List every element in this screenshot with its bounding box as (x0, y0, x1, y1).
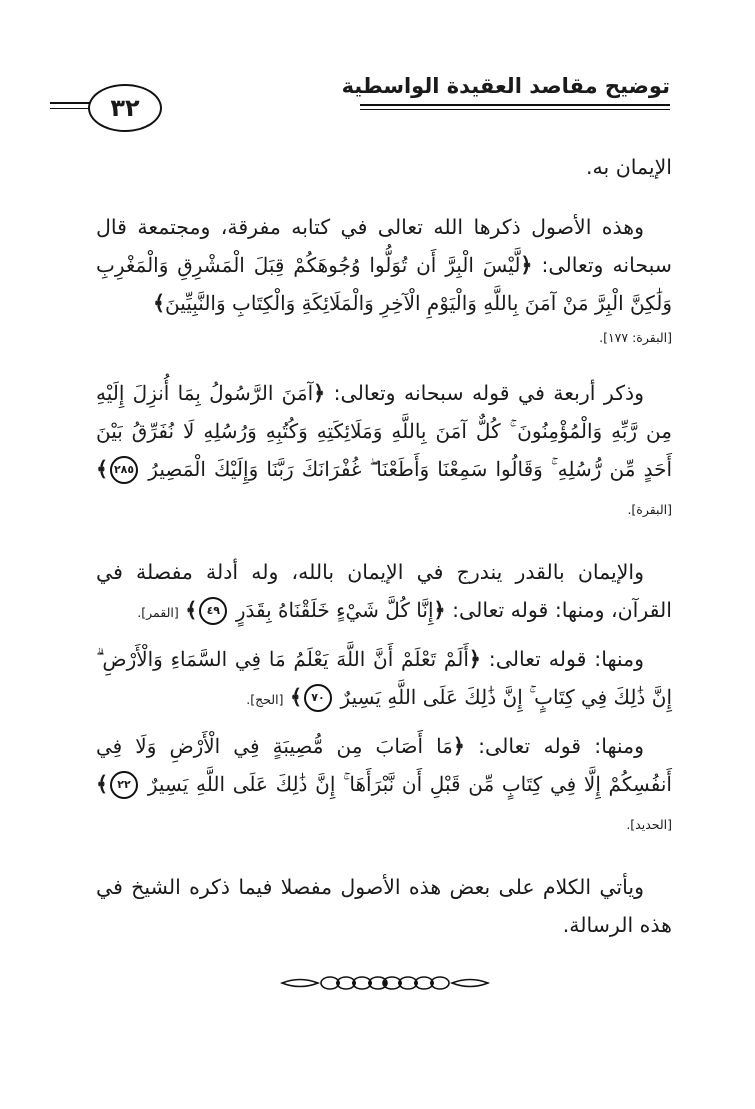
quran-verse-hadid-22: مَا أَصَابَ مِن مُّصِيبَةٍ فِي الْأَرْضِ وَلَا فِي أَنفُسِكُمْ إِلَّا فِي كِتَابٍ مِّن قَبْلِ أَن نَّبْرَأَهَا ۚ إِنَّ ذَٰلِكَ عَلَى اللَّهِ يَسِيرٌ (96, 734, 672, 796)
ayah-number-marker: ٢٨٥ (110, 456, 138, 484)
paragraph-3-text: وذكر أربعة في قوله سبحانه وتعالى: (333, 381, 644, 405)
verse-reference: [الحج]. (246, 692, 284, 707)
quran-verse-baqarah-285: آمَنَ الرَّسُولُ بِمَا أُنزِلَ إِلَيْهِ مِن رَّبِّهِ وَالْمُؤْمِنُونَ ۚ كُلٌّ آمَنَ بِاللَّهِ وَمَلَائِكَتِهِ وَكُتُبِهِ وَرُسُلِهِ لَا نُفَرِّقُ بَيْنَ أَحَدٍ مِّن رُّسُلِهِ ۚ وَقَالُوا سَمِعْنَا وَأَطَعْنَا ۖ غُفْرَانَكَ رَبَّنَا وَإِلَيْكَ الْمَصِيرُ (96, 381, 672, 481)
paragraph-2-text: وهذه الأصول ذكرها الله تعالى في كتابه مفرقة، ومجتمعة قال سبحانه وتعالى: (96, 215, 672, 277)
header-rule (360, 104, 670, 106)
quran-open-bracket: ﴿ (468, 647, 481, 671)
paragraph-2 (96, 208, 672, 350)
ayah-number-marker: ٢٢ (110, 771, 138, 799)
quran-close-bracket: ﴾ (96, 772, 109, 796)
quran-open-bracket: ﴿ (452, 734, 465, 758)
quran-verse-qamar-49: إِنَّا كُلَّ شَيْءٍ خَلَقْنَاهُ بِقَدَرٍ (235, 598, 434, 622)
page-body (96, 148, 672, 944)
page-number-rule-thin (50, 108, 92, 109)
ornament-divider (280, 972, 490, 994)
paragraph-4-text: والإيمان بالقدر يندرج في الإيمان بالله، وله أدلة مفصلة في القرآن، ومنها: قوله تعالى: (96, 560, 672, 622)
quran-close-bracket: ﴾ (289, 685, 302, 709)
paragraph-7 (96, 868, 672, 944)
quran-open-bracket: ﴿ (433, 598, 446, 622)
quran-open-bracket: ﴿ (313, 381, 326, 405)
paragraph-5 (96, 640, 672, 719)
paragraph-6-text: ومنها: قوله تعالى: (478, 734, 644, 758)
paragraph-3 (96, 374, 672, 529)
quran-close-bracket: ﴾ (96, 457, 109, 481)
paragraph-1: الإيمان به. (586, 155, 672, 179)
page-number: ٣٢ (88, 84, 162, 132)
quran-verse-hajj-70: أَلَمْ تَعْلَمْ أَنَّ اللَّهَ يَعْلَمُ مَا فِي السَّمَاءِ وَالْأَرْضِ ۗ إِنَّ ذَٰلِكَ فِي كِتَابٍ ۚ إِنَّ ذَٰلِكَ عَلَى اللَّهِ يَسِيرٌ (96, 647, 672, 709)
ayah-number-marker: ٤٩ (199, 597, 227, 625)
verse-reference: [القمر]. (137, 605, 179, 620)
verse-reference: [الحديد]. (626, 817, 672, 832)
quran-open-bracket: ﴿ (520, 253, 533, 277)
paragraph-7-text: ويأتي الكلام على بعض هذه الأصول مفصلا فيما ذكره الشيخ في هذه الرسالة. (96, 875, 672, 937)
ayah-number-marker: ٧٠ (304, 684, 332, 712)
paragraph-5-text: ومنها: قوله تعالى: (488, 647, 644, 671)
paragraph-6 (96, 727, 672, 844)
quran-verse-baqarah-177: لَّيْسَ الْبِرَّ أَن تُوَلُّوا وُجُوهَكُمْ قِبَلَ الْمَشْرِقِ وَالْمَغْرِبِ وَلَٰكِنَّ الْبِرَّ مَنْ آمَنَ بِاللَّهِ وَالْيَوْمِ الْآخِرِ وَالْمَلَائِكَةِ وَالْكِتَابِ وَالنَّبِيِّينَ (96, 253, 672, 315)
quran-close-bracket: ﴾ (185, 598, 198, 622)
verse-reference: [البقرة: ١٧٧]. (599, 330, 672, 345)
quran-close-bracket: ﴾ (152, 291, 165, 315)
verse-reference: [البقرة]. (627, 502, 672, 517)
running-title: توضيح مقاصد العقيدة الواسطية (341, 74, 670, 98)
page-header (92, 68, 670, 138)
paragraph-4 (96, 553, 672, 632)
page-number-rule (50, 102, 92, 104)
header-rule-thin (360, 109, 670, 110)
